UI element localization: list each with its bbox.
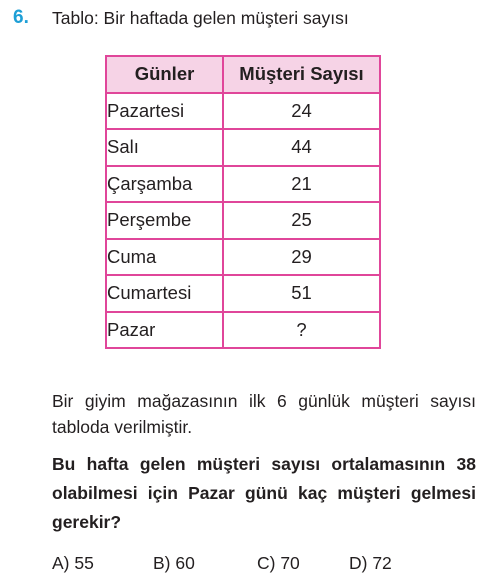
day-cell: Pazartesi [106, 93, 223, 130]
day-cell: Salı [106, 129, 223, 166]
choice-b[interactable]: B) 60 [153, 553, 195, 573]
choice-a[interactable]: A) 55 [52, 553, 94, 573]
count-cell: 21 [223, 166, 380, 203]
choice-c[interactable]: C) 70 [257, 553, 300, 573]
day-cell: Perşembe [106, 202, 223, 239]
day-cell: Pazar [106, 312, 223, 349]
table-row [106, 239, 380, 276]
problem-statement: Bir giyim mağazasının ilk 6 günlük müşteri sayısı tabloda verilmiştir. [52, 391, 476, 437]
customer-count-table [105, 55, 381, 349]
table-row [106, 312, 380, 349]
table-row [106, 129, 380, 166]
day-cell: Cumartesi [106, 275, 223, 312]
choice-d[interactable]: D) 72 [349, 553, 392, 573]
table-caption: Tablo: Bir haftada gelen müşteri sayısı [52, 8, 349, 28]
table-row [106, 275, 380, 312]
question-text: Bu hafta gelen müşteri sayısı ortalamasının 38 olabilmesi için Pazar günü kaç müşteri gelmesi gerekir? [52, 454, 476, 532]
table-row [106, 93, 380, 130]
question-number: 6. [13, 7, 29, 28]
table-row [106, 166, 380, 203]
count-cell: 24 [223, 93, 380, 130]
count-cell: 44 [223, 129, 380, 166]
day-cell: Cuma [106, 239, 223, 276]
column-header-days: Günler [106, 56, 223, 93]
count-cell: ? [223, 312, 380, 349]
day-cell: Çarşamba [106, 166, 223, 203]
count-cell: 29 [223, 239, 380, 276]
count-cell: 51 [223, 275, 380, 312]
count-cell: 25 [223, 202, 380, 239]
table-row [106, 202, 380, 239]
table-header-row [106, 56, 380, 93]
column-header-customer-count: Müşteri Sayısı [223, 56, 380, 93]
